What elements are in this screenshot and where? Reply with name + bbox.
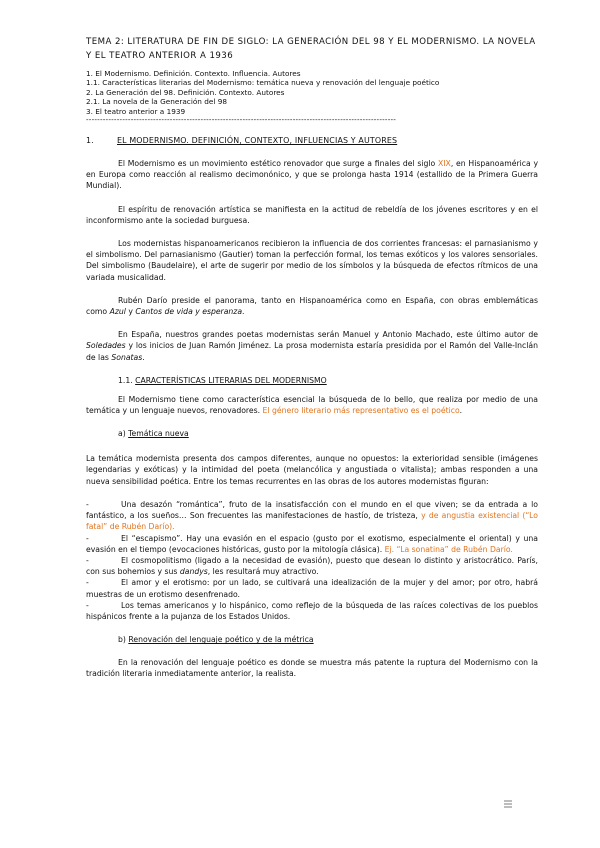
text: . xyxy=(142,352,145,362)
list-item xyxy=(86,555,538,577)
section-1-1-title: CARACTERÍSTICAS LITERARIAS DEL MODERNISMO xyxy=(135,375,327,385)
section-1-1-number: 1.1. xyxy=(118,375,133,385)
subsection-title: Renovación del lenguaje poético y de la métrica xyxy=(128,635,314,645)
italic-term: dandys xyxy=(179,567,208,577)
paragraph-ruben-dario xyxy=(86,295,538,317)
text: Rubén Darío preside el panorama, tanto en Hispanoamérica como en España, con obras emblemáticas como xyxy=(86,295,538,317)
subsection-a-heading xyxy=(86,428,538,439)
book-title: Soledades xyxy=(86,341,126,351)
text-highlight: y de angustia existencial (“Lo fatal” de Rubén Darío). xyxy=(86,511,539,532)
toc-item-3: 3. El teatro anterior a 1939 xyxy=(86,106,186,116)
table-of-contents xyxy=(86,69,538,124)
paragraph-tematica: La temática modernista presenta dos campos diferentes, aunque no opuestos: la exterioridad sensible (imágenes legendarias y exóticas) y la intimidad del poeta (melancólica y angustiada o vitalista); ambas responden a una nueva sensibilidad poética. Entre los temas recurrentes en las obras de los autores modernistas figuran: xyxy=(86,454,538,486)
list-item xyxy=(86,577,538,599)
text: , les resultará muy atractivo. xyxy=(207,567,319,577)
text-highlight: El género literario más representativo es el poético xyxy=(262,406,460,416)
section-1-number: 1. xyxy=(86,136,94,146)
text: El cosmopolitismo (ligado a la necesidad de evasión), puesto que desean lo distinto y aristocrático. París, con sus bohemios y sus xyxy=(86,555,538,577)
text: El Modernismo es un movimiento estético renovador que surge a finales del siglo xyxy=(118,159,439,169)
paragraph-espana xyxy=(86,329,538,363)
toc-item-2: 2. La Generación del 98. Definición. Contexto. Autores xyxy=(86,87,285,97)
paragraph-modernismo-definicion xyxy=(86,158,538,192)
paragraph-renovacion: El espíritu de renovación artística se manifiesta en la actitud de rebeldía de los jóvenes escritores y en el inconformismo ante la sociedad burguesa. xyxy=(86,204,538,225)
toc-item-1-1: 1.1. Características literarias del Modernismo: temática nueva y renovación del lenguaje poético xyxy=(86,78,440,88)
toc-divider: --------------------------------------------------------------------------------------------------------------- xyxy=(86,116,397,125)
book-title: Azul xyxy=(109,307,126,317)
list-item xyxy=(86,533,538,555)
text: El Modernismo tiene como característica esencial la búsqueda de lo bello, que realiza por medio de una temática y un lenguaje nuevos, renovadores. xyxy=(86,394,538,416)
document-title: TEMA 2: LITERATURA DE FIN DE SIGLO: LA GENERACIÓN DEL 98 Y EL MODERNISMO. LA NOVELA Y EL TEATRO ANTERIOR A 1936 xyxy=(86,37,536,61)
subsection-label: a) xyxy=(118,429,126,439)
bullet-dash: - xyxy=(86,555,89,565)
toc-item-2-1: 2.1. La novela de la Generación del 98 xyxy=(86,97,228,107)
section-1-title: EL MODERNISMO. DEFINICIÓN, CONTEXTO, INFLUENCIAS Y AUTORES xyxy=(117,136,398,146)
text: y los inicios de Juan Ramón Jiménez. La prosa modernista estaría presidida por el Ramón del Valle-Inclán de las xyxy=(86,341,538,362)
paragraph-influencias: Los modernistas hispanoamericanos recibieron la influencia de dos corrientes francesas: el parnasianismo y el simbolismo. Del parnasianismo (Gautier) toman la perfección formal, los temas exóticos y los valores sensoriales. Del simbolismo (Baudelaire), el arte de sugerir por medio de los símbolos y la búsqueda de efectos rítmicos de una variada musicalidad. xyxy=(86,239,538,282)
subsection-b-heading xyxy=(86,634,538,645)
section-1-1-heading xyxy=(86,375,538,386)
subsection-title: Temática nueva xyxy=(128,429,189,439)
bullet-dash: - xyxy=(86,499,89,509)
text: El “escapismo”. Hay una evasión en el espacio (gusto por el exotismo, especialmente el oriental) y una evasión en el tiempo (evocaciones históricas, gusto por la mitología clásica). xyxy=(86,533,538,554)
text: y xyxy=(125,307,136,317)
text: Una desazón “romántica”, fruto de la insatisfacción con el mundo en el que viven; se da entrada a lo fantástico, a los sueños… Son frecuentes las manifestaciones de hastío, de tristeza, xyxy=(86,499,538,521)
toc-item-1: 1. El Modernismo. Definición. Contexto. Influencia. Autores xyxy=(86,69,301,78)
list-item xyxy=(86,499,538,533)
paragraph-caracteristicas xyxy=(86,394,538,416)
book-title: Sonatas xyxy=(111,352,143,362)
text: . xyxy=(242,307,245,317)
list-item xyxy=(86,600,538,622)
document-page xyxy=(86,35,538,680)
bullet-dash: - xyxy=(86,600,89,610)
text: . xyxy=(459,406,463,416)
text-highlight: Ej. “La sonatina” de Rubén Darío. xyxy=(384,544,513,554)
bullet-dash: - xyxy=(86,578,89,588)
section-1-heading xyxy=(86,136,538,146)
text: El amor y el erotismo: por un lado, se cultivará una idealización de la mujer y del amor; por otro, habrá muestras de un erotismo desenfrenado. xyxy=(86,578,538,599)
document-page-icon xyxy=(504,800,512,811)
subsection-label: b) xyxy=(118,635,126,645)
bullet-dash: - xyxy=(86,533,89,543)
paragraph-renovacion-lenguaje: En la renovación del lenguaje poético es donde se muestra más patente la ruptura del Modernismo con la tradición literaria inmediatamente anterior, la realista. xyxy=(86,658,538,679)
book-title: Cantos de vida y esperanza xyxy=(135,307,243,317)
text: Los temas americanos y lo hispánico, como reflejo de la búsqueda de las raíces colectivas de los pueblos hispánicos frente a la pujanza de los Estados Unidos. xyxy=(86,600,538,621)
text: En España, nuestros grandes poetas modernistas serán Manuel y Antonio Machado, este último autor de xyxy=(118,330,538,340)
text-highlight: XIX xyxy=(438,159,451,169)
text: , en Hispanoamérica y en Europa como reacción al realismo decimonónico, y que se prolonga hasta 1914 (estallido de la Primera Guerra Mundial). xyxy=(86,159,538,191)
